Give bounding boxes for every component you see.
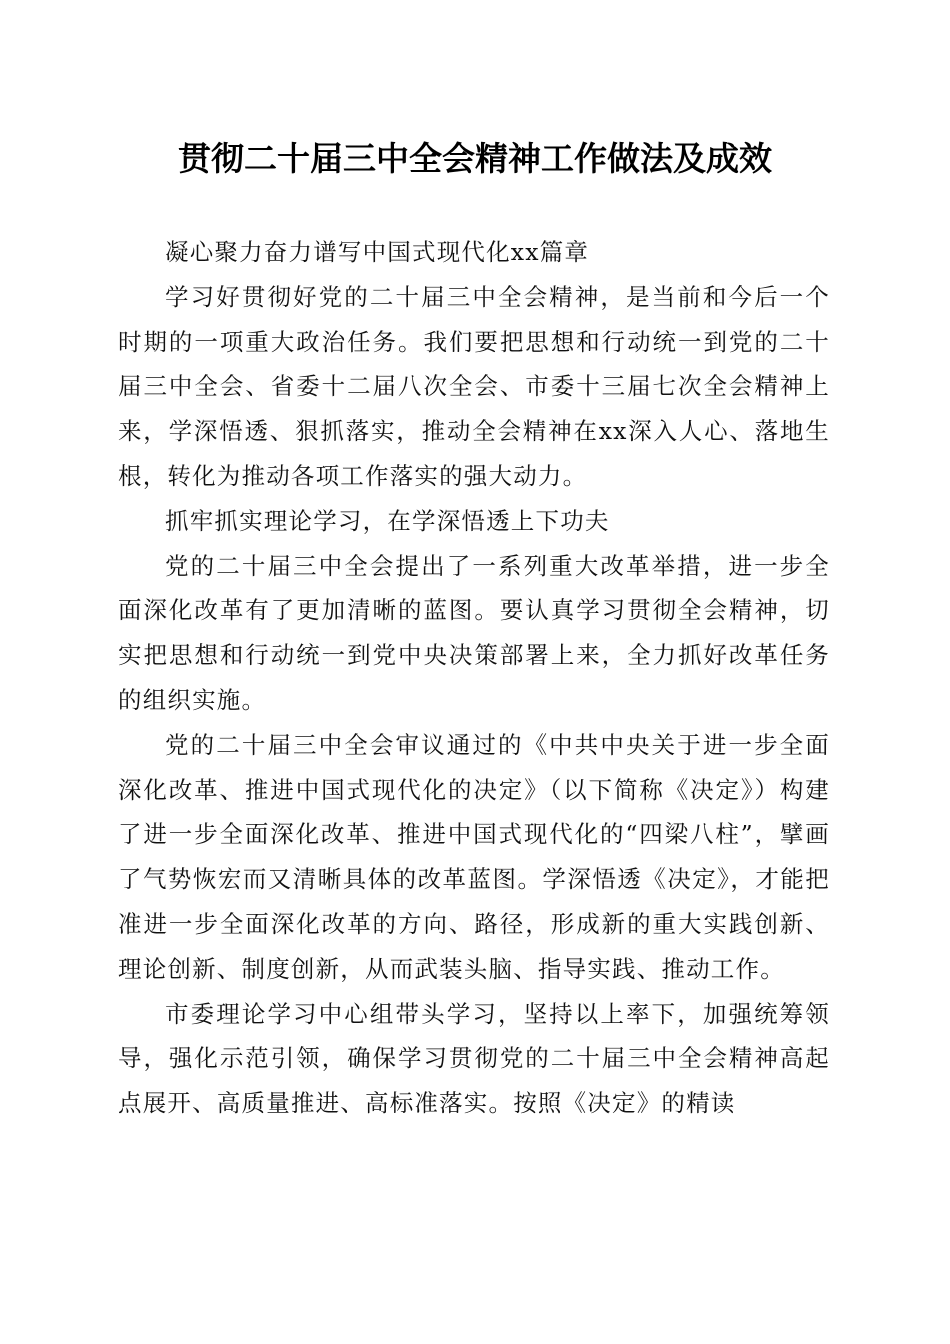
section-heading-2: 抓牢抓实理论学习，在学深悟透上下功夫 — [165, 506, 610, 535]
paragraph-intro: 学习好贯彻好党的二十届三中全会精神，是当前和今后一个时期的一项重大政治任务。我们要把思想和行动统一到党的二十届三中全会、省委十二届八次全会、市委十三届七次全会精神上来，学深悟透、狠抓落实，推动全会精神在xx深入人心、落地生根，转化为推动各项工作落实的强大动力。 — [118, 282, 830, 490]
document-title: 贯彻二十届三中全会精神工作做法及成效 — [178, 139, 772, 178]
paragraph-reform-blueprint: 党的二十届三中全会提出了一系列重大改革举措，进一步全面深化改革有了更加清晰的蓝图。要认真学习贯彻全会精神，切实把思想和行动统一到党中央决策部署上来，全力抓好改革任务的组织实施。 — [118, 551, 830, 714]
document-body — [118, 230, 830, 1126]
paragraph-study-group: 市委理论学习中心组带头学习，坚持以上率下，加强统筹领导，强化示范引领，确保学习贯彻党的二十届三中全会精神高起点展开、高质量推进、高标准落实。按照《决定》的精读 — [118, 999, 830, 1118]
section-heading-1: 凝心聚力奋力谱写中国式现代化xx篇章 — [165, 238, 590, 266]
paragraph-decision: 党的二十届三中全会审议通过的《中共中央关于进一步全面深化改革、推进中国式现代化的决定》（以下简称《决定》）构建了进一步全面深化改革、推进中国式现代化的“四梁八柱”，擘画了气势恢宏而又清晰具体的改革蓝图。学深悟透《决定》，才能把准进一步全面深化改革的方向、路径，形成新的重大实践创新、理论创新、制度创新，从而武装头脑、指导实践、推动工作。 — [118, 730, 830, 983]
